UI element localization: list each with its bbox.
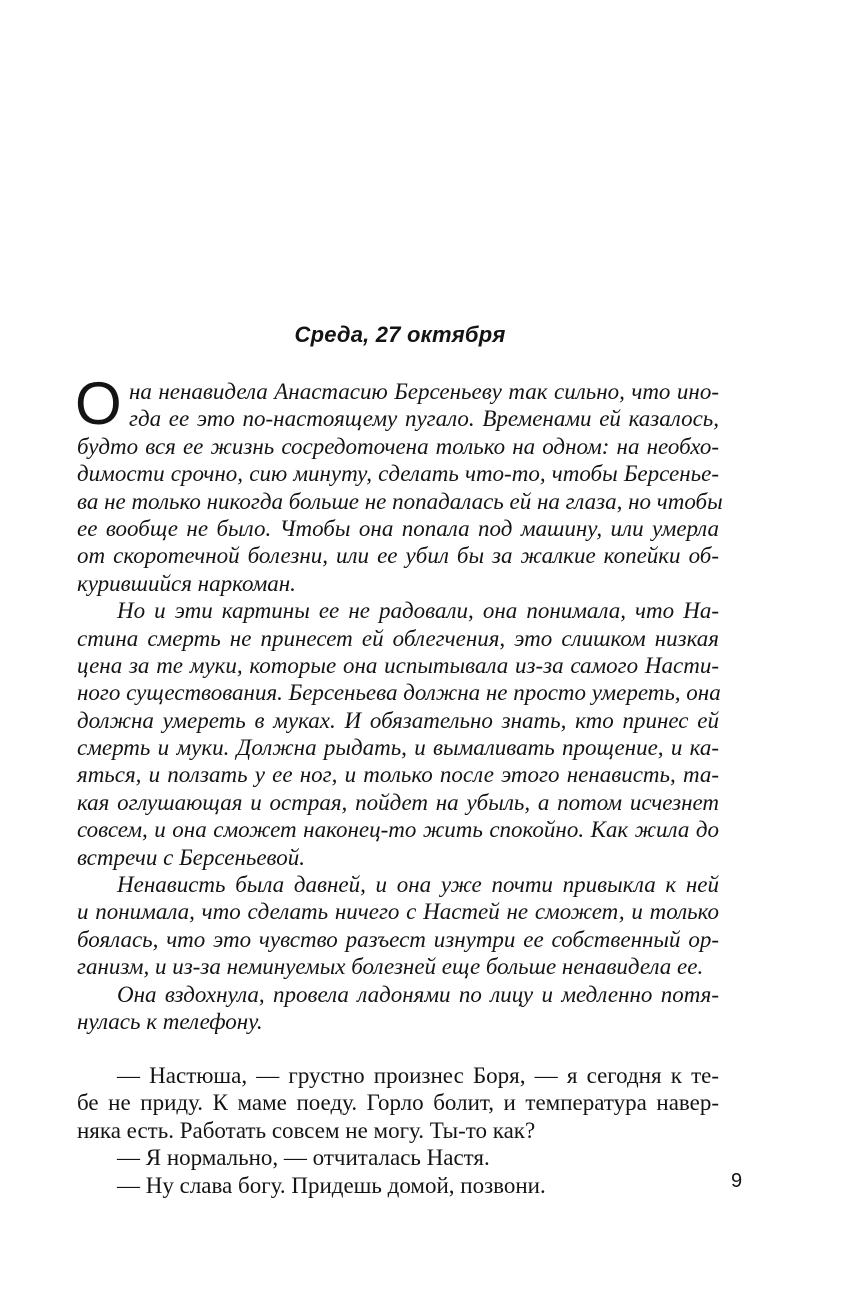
text-line: — Ну слава богу. Придешь домой, позвони. [117,1172,546,1198]
text-line: — Настюша, — грустно произнес Боря, — я сегодня к те- [117,1063,719,1088]
text-line: няка есть. Работать совсем не могу. Ты-то как? [77,1117,536,1143]
text-line: ее вообще не было. Чтобы она попала под машину, или умерла [77,515,719,541]
paragraph-3 [77,871,719,981]
chapter-date-heading: Среда, 27 октября [294,322,506,347]
text-line: Но и эти картины ее не радовали, она понимала, что На- [117,598,719,624]
text-line: димости срочно, сию минуту, сделать что-то, чтобы Берсенье- [77,461,719,487]
text-line: на ненавидела Анастасию Берсеньеву так сильно, что ино- [129,379,719,404]
text-line: цена за те муки, которые она испытывала из-за самого Насти- [77,652,719,678]
text-line: боялась, что это чувство разъест изнутри ее собственный ор- [77,926,719,952]
narrative-text [75,370,723,1035]
text-line: бе не приду. К маме поеду. Горло болит, и температура навер- [77,1090,719,1116]
drop-cap: О [75,370,122,437]
text-line: встречи с Берсеньевой. [77,844,305,870]
text-line: гда ее это по-настоящему пугало. Временами ей казалось, [129,406,719,432]
text-line: Она вздохнула, провела ладонями по лицу и медленно потя- [117,981,719,1007]
text-line: от скоротечной болезни, или ее убил бы за жалкие копейки об- [77,543,719,569]
dialogue-line-1 [77,1062,719,1144]
text-line: ва не только никогда больше не попадалась ей на глаза, но чтобы [77,488,723,514]
text-line: яться, и ползать у ее ног, и только после этого ненависть, та- [77,762,719,788]
paragraph-1 [75,370,723,597]
text-line: смерть и муки. Должна рыдать, и вымаливать прощение, и ка- [77,735,719,761]
text-line: стина смерть не принесет ей облегчения, это слишком низкая [77,625,719,651]
dialogue-line-3 [77,1172,719,1199]
text-line: совсем, и она сможет наконец-то жить спокойно. Как жила до [77,817,719,843]
text-line: ного существования. Берсеньева должна не просто умереть, она [77,680,721,706]
text-line: курившийся наркоман. [77,570,296,596]
dialogue-line-2 [77,1144,719,1171]
dialogue-text [77,1062,719,1199]
text-line: будто вся ее жизнь сосредоточена только на одном: на необхо- [77,433,719,459]
text-line: кая оглушающая и острая, пойдет на убыль, а потом исчезнет [77,789,719,815]
text-line: должна умереть в муках. И обязательно знать, кто принес ей [77,707,719,733]
text-line: — Я нормально, — отчиталась Настя. [117,1145,490,1171]
paragraph-4 [77,981,719,1036]
text-line: Ненависть была давней, и она уже почти привыкла к ней [117,872,719,898]
text-line: нулась к телефону. [77,1008,263,1034]
text-line: ганизм, и из-за неминуемых болезней еще больше ненавидела ее. [77,954,704,980]
paragraph-2 [77,597,719,871]
page-number: 9 [731,1170,743,1192]
text-line: и понимала, что сделать ничего с Настей не сможет, и только [77,899,719,925]
